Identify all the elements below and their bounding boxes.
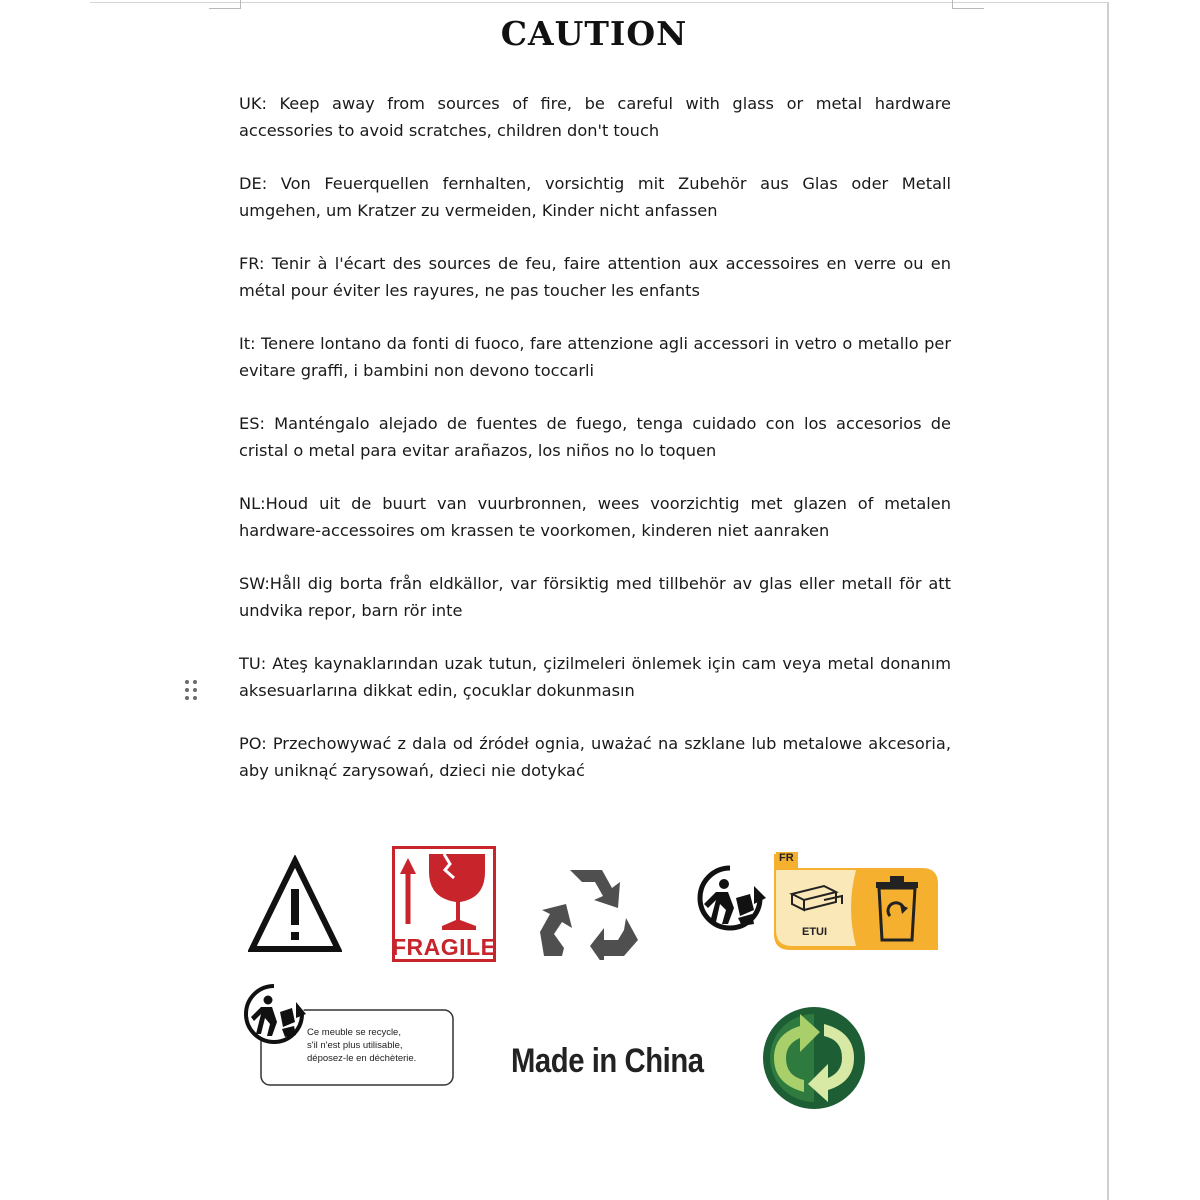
paragraph-es: ES: Manténgalo alejado de fuentes de fuego, tenga cuidado con los accesorios de cristal o metal para evitar arañazos, los niños no lo toquen xyxy=(239,414,951,460)
etui-sorting-icon xyxy=(772,850,940,952)
paragraph-fr: FR: Tenir à l'écart des sources de feu, faire attention aux accessoires en verre ou en métal pour éviter les rayures, ne pas toucher les enfants xyxy=(239,254,951,300)
furniture-notice-line: s'il n'est plus utilisable, xyxy=(307,1040,403,1051)
furniture-notice-line: Ce meuble se recycle, xyxy=(307,1027,401,1038)
margin-tick-left xyxy=(240,0,241,9)
fragile-icon xyxy=(392,846,496,962)
etui-label: ETUI xyxy=(802,926,828,938)
furniture-recycle-icon xyxy=(244,982,456,1088)
page-edge-top xyxy=(90,2,1108,3)
warning-icon xyxy=(248,855,342,955)
caution-paragraphs xyxy=(239,90,951,810)
paragraph-it: It: Tenere lontano da fonti di fuoco, fare attenzione agli accessori in vetro o metallo per evitare graffi, i bambini non devono toccarli xyxy=(239,334,951,380)
triman-icon xyxy=(694,864,766,932)
page-edge-right xyxy=(1107,2,1109,1200)
furniture-notice-line: déposez-le en déchèterie. xyxy=(307,1053,417,1064)
drag-handle-icon[interactable] xyxy=(184,678,198,702)
paragraph-tu: TU: Ateş kaynaklarından uzak tutun, çizilmeleri önlemek için cam veya metal donanım aksesuarlarına dikkat edin, çocuklar dokunmasın xyxy=(239,654,951,700)
paragraph-uk: UK: Keep away from sources of fire, be careful with glass or metal hardware accessories to avoid scratches, children don't touch xyxy=(239,94,951,140)
margin-mark-left xyxy=(209,8,241,9)
fragile-label: FRAGILE xyxy=(392,934,497,960)
fr-badge: FR xyxy=(779,852,794,864)
paragraph-nl: NL:Houd uit de buurt van vuurbronnen, wees voorzichtig met glazen of metalen hardware-accessoires om krassen te voorkomen, kinderen niet aanraken xyxy=(239,494,951,540)
paragraph-sw: SW:Håll dig borta från eldkällor, var försiktig med tillbehör av glas eller metall för att undvika repor, barn rör inte xyxy=(239,574,951,620)
paragraph-de: DE: Von Feuerquellen fernhalten, vorsichtig mit Zubehör aus Glas oder Metall umgehen, um Kratzer zu vermeiden, Kinder nicht anfassen xyxy=(239,174,951,220)
green-dot-icon xyxy=(762,1006,866,1110)
page-title: CAUTION xyxy=(500,14,688,53)
paragraph-po: PO: Przechowywać z dala od źródeł ognia, uważać na szklane lub metalowe akcesoria, aby uniknąć zarysowań, dzieci nie dotykać xyxy=(239,734,951,780)
recycle-icon xyxy=(540,860,640,960)
margin-mark-right xyxy=(952,8,984,9)
margin-tick-right xyxy=(952,0,953,9)
made-in-china-label: Made in China xyxy=(511,1042,704,1080)
furniture-notice-text xyxy=(307,1026,416,1065)
